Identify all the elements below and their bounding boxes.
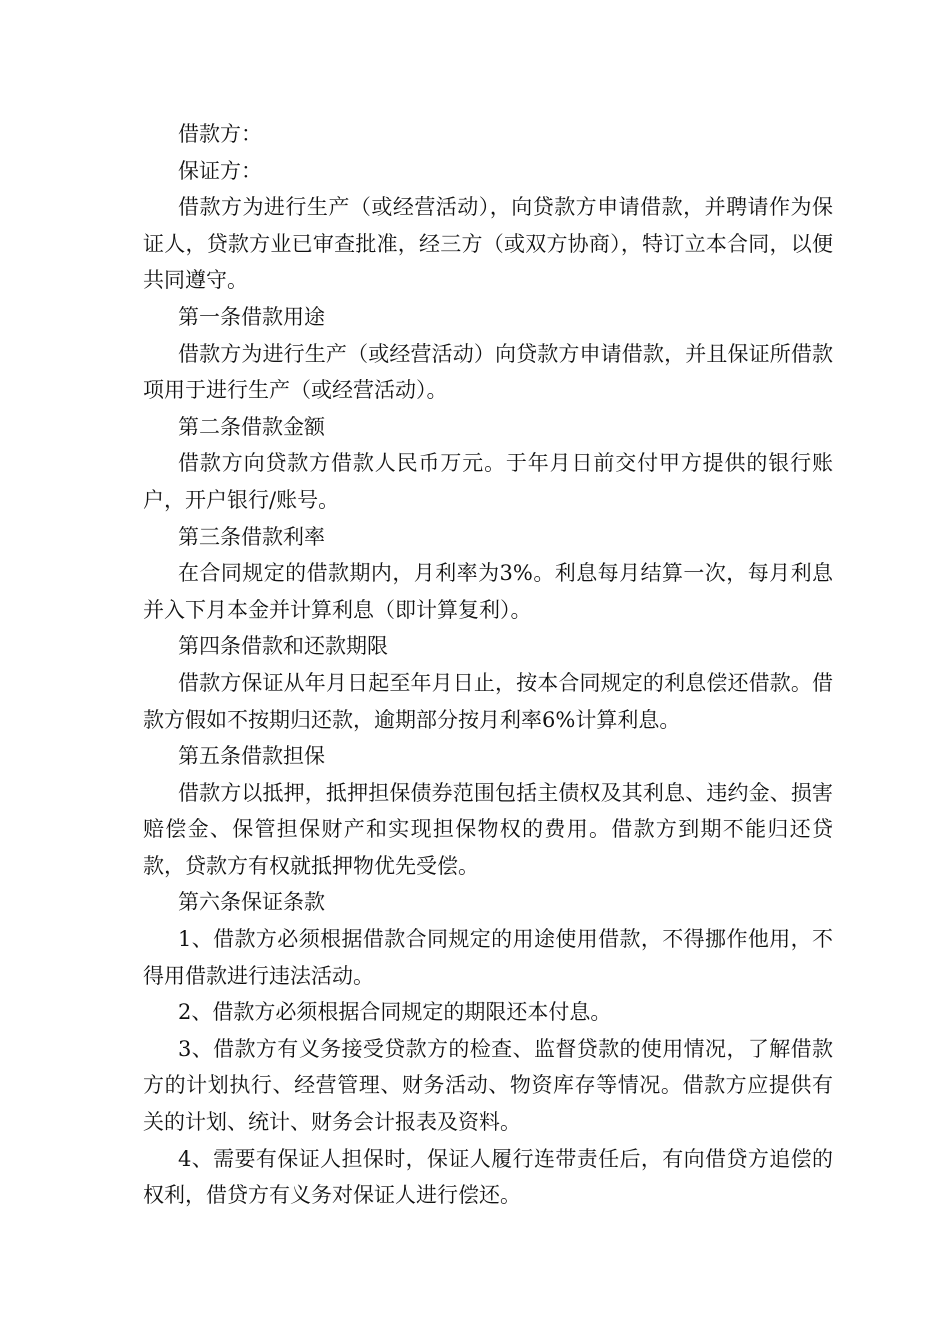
article-5-heading: 第五条借款担保 [178, 744, 325, 769]
article-1-body: 借款方为进行生产（或经营活动）向贷款方申请借款，并且保证所借款项用于进行生产（或经营活动）。 [143, 341, 833, 403]
document-body [143, 116, 833, 1214]
article-4-body: 借款方保证从年月日起至年月日止，按本合同规定的利息偿还借款。借款方假如不按期归还款，逾期部分按月利率6%计算利息。 [143, 670, 833, 732]
article-1-heading: 第一条借款用途 [178, 304, 325, 329]
article-3-heading: 第三条借款利率 [178, 524, 325, 549]
article-2-body: 借款方向贷款方借款人民币万元。于年月日前交付甲方提供的银行账户，开户银行/账号。 [143, 451, 833, 512]
article-5-body: 借款方以抵押，抵押担保债券范围包括主债权及其利息、违约金、损害赔偿金、保管担保财产和实现担保物权的费用。借款方到期不能归还贷款，贷款方有权就抵押物优先受偿。 [143, 780, 833, 878]
article-4-heading: 第四条借款和还款期限 [178, 634, 388, 659]
article-6-clause-1: 1、借款方必须根据借款合同规定的用途使用借款，不得挪作他用，不得用借款进行违法活动。 [143, 927, 833, 988]
article-6-clause-4: 4、需要有保证人担保时，保证人履行连带责任后，有向借贷方追偿的权利，借贷方有义务对保证人进行偿还。 [143, 1146, 833, 1208]
article-6-heading: 第六条保证条款 [178, 890, 325, 915]
article-6-clause-2: 2、借款方必须根据合同规定的期限还本付息。 [178, 1000, 612, 1025]
article-2-heading: 第二条借款金额 [178, 414, 325, 439]
article-3-body: 在合同规定的借款期内，月利率为3%。利息每月结算一次，每月利息并入下月本金并计算利息（即计算复利）。 [143, 561, 833, 622]
borrower-line: 借款方： [178, 122, 262, 146]
preamble-paragraph: 借款方为进行生产（或经营活动），向贷款方申请借款，并聘请作为保证人，贷款方业已审查批准，经三方（或双方协商），特订立本合同，以便共同遵守。 [143, 195, 833, 293]
article-6-clause-3: 3、借款方有义务接受贷款方的检查、监督贷款的使用情况，了解借款方的计划执行、经营管理、财务活动、物资库存等情况。借款方应提供有关的计划、统计、财务会计报表及资料。 [143, 1036, 833, 1135]
guarantor-line: 保证方： [178, 158, 262, 183]
